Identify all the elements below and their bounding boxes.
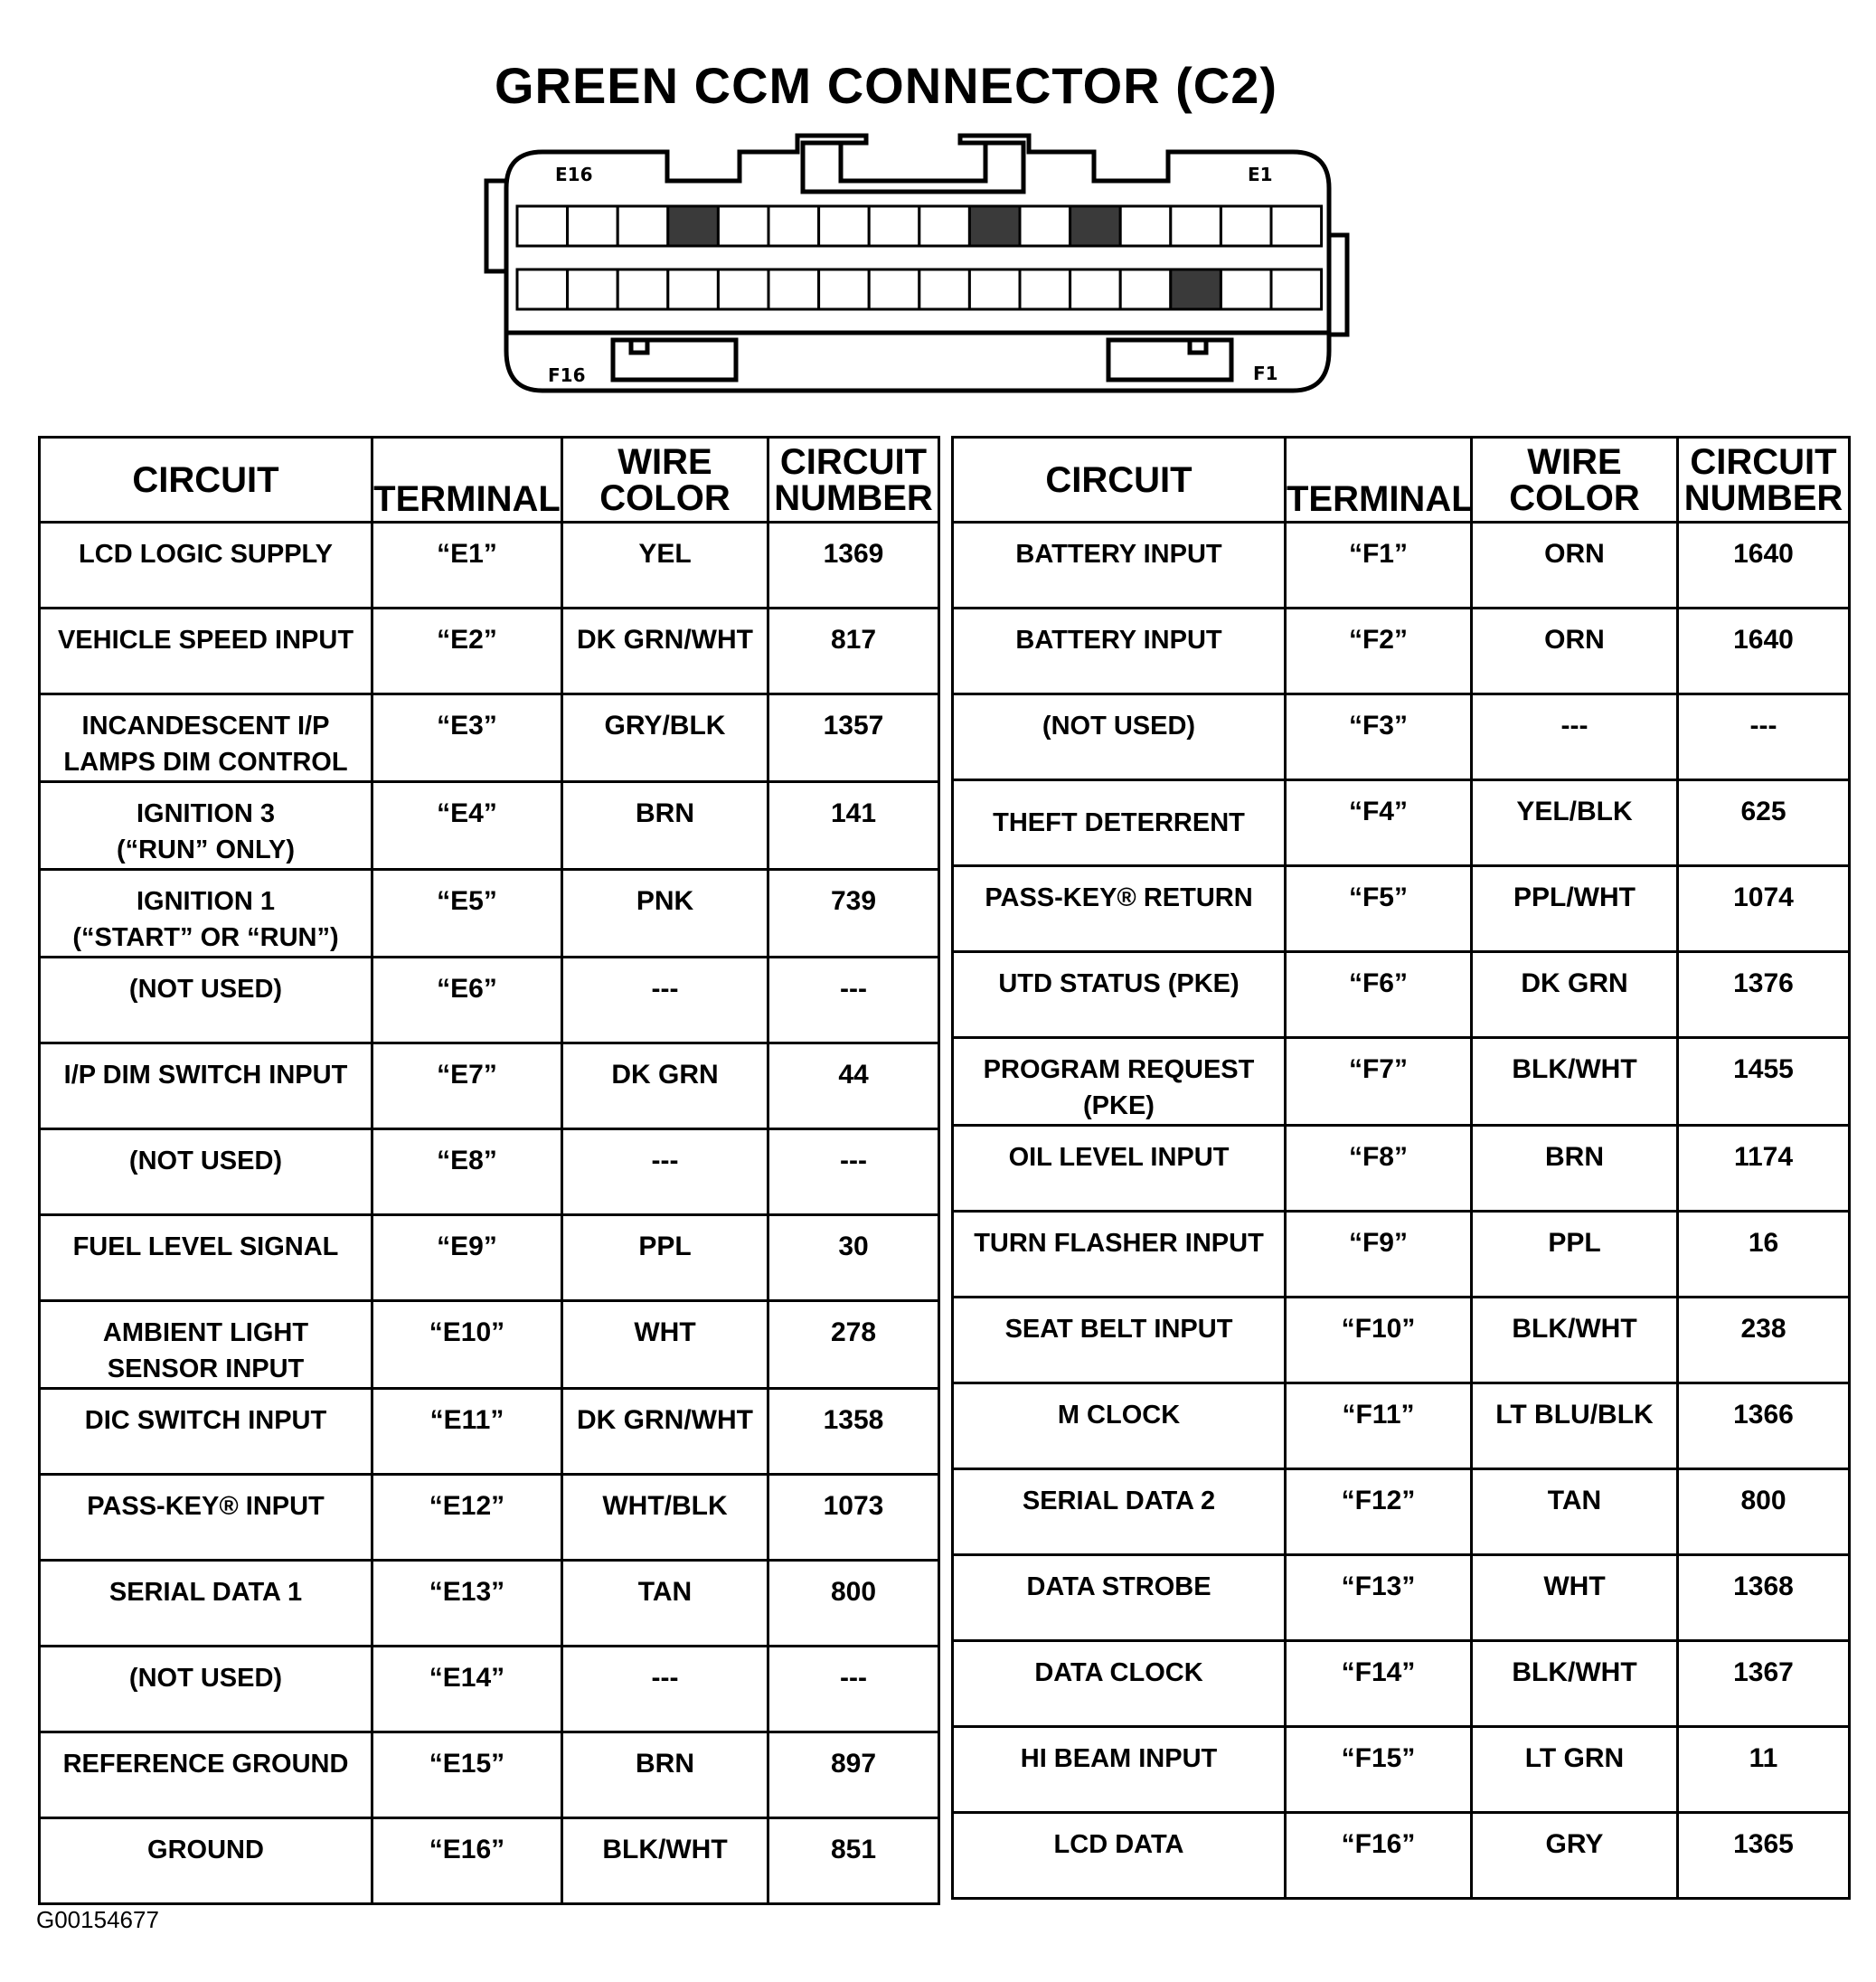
cell-circuit-number: 1357 [768, 694, 939, 782]
pin-f4 [1120, 269, 1171, 309]
header-circuit-number-line1: CIRCUIT [779, 441, 928, 482]
cell-terminal: “E4” [372, 782, 562, 870]
pin-row-f [517, 269, 1322, 309]
cell-circuit-number: 1365 [1678, 1813, 1850, 1899]
circuit-name-line: (“RUN” ONLY) [116, 835, 296, 864]
pinout-table-left [38, 436, 940, 1905]
cell-circuit [40, 1301, 372, 1389]
pin-e3 [1171, 206, 1221, 246]
cell-circuit-number: 1369 [768, 523, 939, 609]
cell-circuit-number: 1367 [1678, 1641, 1850, 1727]
cell-circuit [40, 1215, 372, 1301]
circuit-name-line: DIC SWITCH INPUT [84, 1406, 327, 1435]
cell-terminal: “E14” [372, 1647, 562, 1732]
pin-f16 [517, 269, 568, 309]
cell-circuit-number: 1376 [1678, 952, 1850, 1038]
cell-wire-color: WHT/BLK [562, 1475, 768, 1561]
pin-e11 [768, 206, 819, 246]
cell-wire-color: DK GRN/WHT [562, 609, 768, 694]
cell-circuit [953, 1555, 1286, 1641]
cell-circuit-number: --- [768, 1129, 939, 1215]
pin-e4 [1120, 206, 1171, 246]
circuit-name-line: LCD DATA [1053, 1830, 1184, 1859]
cell-terminal: “F3” [1286, 694, 1472, 780]
cell-terminal: “E6” [372, 958, 562, 1043]
header-wire-color-line1: WIRE [1527, 441, 1622, 482]
pin-f13 [668, 269, 719, 309]
pin-f8 [919, 269, 970, 309]
cell-circuit [953, 1212, 1286, 1298]
circuit-name-line: THEFT DETERRENT [993, 808, 1245, 837]
pin-e5 [1070, 206, 1121, 246]
circuit-name-line: HI BEAM INPUT [1020, 1744, 1218, 1773]
circuit-name-line: (“START” OR “RUN”) [72, 923, 339, 952]
header-circuit-number [1678, 438, 1850, 523]
cell-wire-color: BLK/WHT [1472, 1641, 1678, 1727]
cell-circuit [953, 1126, 1286, 1212]
table-row [40, 782, 939, 870]
cell-circuit-number: 739 [768, 870, 939, 958]
header-circuit: CIRCUIT [40, 438, 372, 523]
cell-circuit [953, 694, 1286, 780]
cell-wire-color: --- [562, 958, 768, 1043]
pin-e8 [919, 206, 970, 246]
table-row [953, 1126, 1850, 1212]
pin-f7 [969, 269, 1020, 309]
pin-f12 [718, 269, 768, 309]
table-row [953, 1555, 1850, 1641]
circuit-name-line: IGNITION 3 [136, 799, 276, 828]
cell-circuit-number: 30 [768, 1215, 939, 1301]
cell-circuit [953, 1727, 1286, 1813]
cell-circuit-number: 625 [1678, 780, 1850, 866]
cell-terminal: “E1” [372, 523, 562, 609]
label-e16: E16 [555, 164, 593, 185]
table-row [953, 1469, 1850, 1555]
table-row [40, 958, 939, 1043]
table-row [953, 609, 1850, 694]
cell-circuit [953, 523, 1286, 609]
pinout-table-right [951, 436, 1851, 1900]
circuit-name-line: INCANDESCENT I/P [81, 712, 330, 741]
cell-circuit-number: 11 [1678, 1727, 1850, 1813]
cell-circuit [953, 609, 1286, 694]
circuit-name-line: OIL LEVEL INPUT [1008, 1143, 1230, 1172]
cell-wire-color: WHT [562, 1301, 768, 1389]
cell-wire-color: BLK/WHT [1472, 1038, 1678, 1126]
figure-code: G00154677 [36, 1906, 159, 1933]
cell-circuit-number: 800 [768, 1561, 939, 1647]
cell-circuit-number: 44 [768, 1043, 939, 1129]
cell-circuit [953, 1813, 1286, 1899]
table-row [40, 523, 939, 609]
circuit-name-line: IGNITION 1 [136, 887, 276, 916]
cell-circuit [953, 1038, 1286, 1126]
cell-terminal: “E3” [372, 694, 562, 782]
circuit-name-line: SEAT BELT INPUT [1004, 1315, 1233, 1344]
circuit-name-line: TURN FLASHER INPUT [974, 1229, 1264, 1258]
table-row [40, 694, 939, 782]
cell-terminal: “E16” [372, 1818, 562, 1904]
cell-terminal: “E15” [372, 1732, 562, 1818]
cell-terminal: “F7” [1286, 1038, 1472, 1126]
cell-wire-color: DK GRN/WHT [562, 1389, 768, 1475]
table-row [953, 952, 1850, 1038]
cell-circuit-number: 1640 [1678, 609, 1850, 694]
cell-terminal: “E8” [372, 1129, 562, 1215]
cell-terminal: “F9” [1286, 1212, 1472, 1298]
pin-f10 [819, 269, 870, 309]
cell-circuit [953, 952, 1286, 1038]
cell-terminal: “F8” [1286, 1126, 1472, 1212]
table-row [953, 1727, 1850, 1813]
circuit-name-line: I/P DIM SWITCH INPUT [63, 1061, 348, 1090]
cell-terminal: “E7” [372, 1043, 562, 1129]
cell-terminal: “F5” [1286, 866, 1472, 952]
cell-wire-color: --- [1472, 694, 1678, 780]
cell-circuit-number: --- [768, 1647, 939, 1732]
table-row [953, 866, 1850, 952]
table-row [40, 1732, 939, 1818]
cell-circuit-number: 1174 [1678, 1126, 1850, 1212]
cell-circuit [40, 1561, 372, 1647]
cell-terminal: “E11” [372, 1389, 562, 1475]
circuit-name-line: LAMPS DIM CONTROL [63, 748, 348, 777]
circuit-name-line: UTD STATUS (PKE) [998, 969, 1240, 998]
circuit-name-line: DATA CLOCK [1034, 1658, 1203, 1687]
pin-f6 [1020, 269, 1070, 309]
table-row [953, 1383, 1850, 1469]
cell-terminal: “E13” [372, 1561, 562, 1647]
cell-wire-color: DK GRN [1472, 952, 1678, 1038]
cell-circuit [40, 1732, 372, 1818]
cell-wire-color: LT GRN [1472, 1727, 1678, 1813]
cell-wire-color: PPL/WHT [1472, 866, 1678, 952]
table-row [40, 870, 939, 958]
cell-terminal: “F15” [1286, 1727, 1472, 1813]
circuit-name-line: REFERENCE GROUND [62, 1750, 349, 1779]
cell-circuit-number: --- [768, 958, 939, 1043]
cell-wire-color: BLK/WHT [1472, 1298, 1678, 1383]
cell-circuit [40, 1389, 372, 1475]
cell-circuit-number: 800 [1678, 1469, 1850, 1555]
label-f16: F16 [548, 364, 586, 386]
cell-wire-color: ORN [1472, 523, 1678, 609]
cell-wire-color: --- [562, 1129, 768, 1215]
header-circuit-number [768, 438, 939, 523]
table-row [40, 1475, 939, 1561]
pin-f15 [568, 269, 618, 309]
header-wire-color-line2: COLOR [1509, 477, 1640, 518]
pin-e6 [1020, 206, 1070, 246]
label-f1: F1 [1253, 363, 1278, 384]
cell-wire-color: LT BLU/BLK [1472, 1383, 1678, 1469]
pin-e15 [568, 206, 618, 246]
cell-wire-color: GRY [1472, 1813, 1678, 1899]
pin-e12 [718, 206, 768, 246]
cell-wire-color: YEL/BLK [1472, 780, 1678, 866]
cell-terminal: “F6” [1286, 952, 1472, 1038]
cell-wire-color: PPL [562, 1215, 768, 1301]
cell-wire-color: TAN [562, 1561, 768, 1647]
cell-wire-color: --- [562, 1647, 768, 1732]
cell-circuit [40, 782, 372, 870]
circuit-name-line: M CLOCK [1057, 1401, 1181, 1430]
circuit-name-line: SENSOR INPUT [107, 1354, 305, 1383]
cell-circuit [40, 958, 372, 1043]
cell-terminal: “F13” [1286, 1555, 1472, 1641]
pin-f9 [869, 269, 919, 309]
cell-circuit [40, 1647, 372, 1732]
circuit-name-line: PASS-KEY® INPUT [87, 1492, 325, 1521]
cell-circuit [40, 1475, 372, 1561]
cell-circuit-number: 1455 [1678, 1038, 1850, 1126]
cell-terminal: “F16” [1286, 1813, 1472, 1899]
header-circuit-number-line2: NUMBER [1683, 477, 1843, 518]
table-row [40, 1043, 939, 1129]
cell-circuit [40, 609, 372, 694]
table-row [953, 1641, 1850, 1727]
cell-wire-color: TAN [1472, 1469, 1678, 1555]
cell-terminal: “F11” [1286, 1383, 1472, 1469]
table-row [40, 1818, 939, 1904]
cell-circuit [953, 1469, 1286, 1555]
cell-terminal: “E9” [372, 1215, 562, 1301]
header-wire-color [1472, 438, 1678, 523]
cell-circuit [40, 1129, 372, 1215]
pin-e7 [969, 206, 1020, 246]
table-row [40, 1647, 939, 1732]
pin-row-e [517, 206, 1322, 246]
cell-terminal: “F12” [1286, 1469, 1472, 1555]
cell-terminal: “F14” [1286, 1641, 1472, 1727]
circuit-name-line: PROGRAM REQUEST [983, 1055, 1255, 1084]
cell-wire-color: GRY/BLK [562, 694, 768, 782]
table-row [40, 1215, 939, 1301]
pin-e1 [1271, 206, 1322, 246]
table-row [40, 1301, 939, 1389]
cell-wire-color: WHT [1472, 1555, 1678, 1641]
circuit-name-line: FUEL LEVEL SIGNAL [72, 1232, 339, 1261]
cell-terminal: “E5” [372, 870, 562, 958]
cell-circuit-number: 1640 [1678, 523, 1850, 609]
cell-circuit-number: 851 [768, 1818, 939, 1904]
circuit-name-line: BATTERY INPUT [1015, 540, 1222, 569]
header-terminal: TERMINAL [1286, 438, 1472, 523]
cell-circuit-number: 817 [768, 609, 939, 694]
latch-right [1108, 340, 1231, 380]
header-wire-color-line1: WIRE [617, 441, 712, 482]
pin-e2 [1221, 206, 1271, 246]
cell-terminal: “F1” [1286, 523, 1472, 609]
cell-wire-color: YEL [562, 523, 768, 609]
header-circuit-number-line1: CIRCUIT [1690, 441, 1837, 482]
cell-circuit-number: 1073 [768, 1475, 939, 1561]
circuit-name-line: SERIAL DATA 1 [108, 1578, 303, 1607]
key-slot [841, 143, 985, 181]
latch-left-notch [631, 340, 647, 353]
cell-circuit-number: 16 [1678, 1212, 1850, 1298]
header-wire-color [562, 438, 768, 523]
table-header-row [953, 438, 1850, 523]
cell-terminal: “F4” [1286, 780, 1472, 866]
circuit-name-line: (NOT USED) [128, 1147, 283, 1175]
circuit-name-line: (PKE) [1083, 1091, 1155, 1120]
cell-terminal: “F10” [1286, 1298, 1472, 1383]
circuit-name-line: DATA STROBE [1026, 1572, 1211, 1601]
table-row [953, 1212, 1850, 1298]
cell-terminal: “E10” [372, 1301, 562, 1389]
table-row [953, 780, 1850, 866]
circuit-name-line: (NOT USED) [128, 975, 283, 1004]
circuit-name-line: GROUND [147, 1836, 264, 1864]
cell-circuit [953, 866, 1286, 952]
pin-e16 [517, 206, 568, 246]
cell-circuit-number: 1074 [1678, 866, 1850, 952]
table-row [40, 609, 939, 694]
right-side-tab [1329, 235, 1347, 335]
pin-e13 [668, 206, 719, 246]
cell-circuit [40, 1043, 372, 1129]
cell-wire-color: PPL [1472, 1212, 1678, 1298]
header-wire-color-line2: COLOR [599, 477, 731, 518]
cell-wire-color: BRN [562, 782, 768, 870]
pin-e9 [869, 206, 919, 246]
pin-f1 [1271, 269, 1322, 309]
pin-f2 [1221, 269, 1271, 309]
cell-circuit [953, 1298, 1286, 1383]
latch-right-notch [1190, 340, 1206, 353]
pin-f11 [768, 269, 819, 309]
cell-circuit-number: 1368 [1678, 1555, 1850, 1641]
cell-circuit-number: 238 [1678, 1298, 1850, 1383]
cell-circuit-number: --- [1678, 694, 1850, 780]
table-row [40, 1129, 939, 1215]
pin-e14 [617, 206, 668, 246]
diagram-title: GREEN CCM CONNECTOR (C2) [494, 57, 1278, 114]
circuit-name-line: (NOT USED) [128, 1664, 283, 1693]
table-row [953, 1038, 1850, 1126]
table-row [953, 1298, 1850, 1383]
cell-circuit [40, 1818, 372, 1904]
cell-wire-color: ORN [1472, 609, 1678, 694]
table-row [40, 1561, 939, 1647]
pin-e10 [819, 206, 870, 246]
cell-wire-color: DK GRN [562, 1043, 768, 1129]
cell-circuit-number: 141 [768, 782, 939, 870]
cell-circuit-number: 1358 [768, 1389, 939, 1475]
table-row [953, 523, 1850, 609]
circuit-name-line: AMBIENT LIGHT [102, 1318, 309, 1347]
pin-f14 [617, 269, 668, 309]
circuit-name-line: VEHICLE SPEED INPUT [57, 626, 354, 655]
header-circuit: CIRCUIT [953, 438, 1286, 523]
cell-wire-color: BLK/WHT [562, 1818, 768, 1904]
cell-wire-color: BRN [562, 1732, 768, 1818]
cell-circuit-number: 897 [768, 1732, 939, 1818]
circuit-name-line: (NOT USED) [1042, 712, 1196, 741]
cell-circuit [953, 1383, 1286, 1469]
pin-f5 [1070, 269, 1121, 309]
cell-circuit [953, 780, 1286, 866]
cell-circuit [40, 870, 372, 958]
cell-terminal: “E2” [372, 609, 562, 694]
table-row [40, 1389, 939, 1475]
cell-circuit-number: 278 [768, 1301, 939, 1389]
circuit-name-line: PASS-KEY® RETURN [985, 883, 1253, 912]
connector-diagram [470, 127, 1356, 407]
circuit-name-line: LCD LOGIC SUPPLY [79, 540, 333, 569]
header-circuit-number-line2: NUMBER [774, 477, 933, 518]
cell-circuit-number: 1366 [1678, 1383, 1850, 1469]
table-row [953, 1813, 1850, 1899]
cell-circuit [953, 1641, 1286, 1727]
table-row [953, 694, 1850, 780]
label-e1: E1 [1248, 164, 1273, 185]
cell-wire-color: PNK [562, 870, 768, 958]
cell-terminal: “E12” [372, 1475, 562, 1561]
pin-f3 [1171, 269, 1221, 309]
table-header-row [40, 438, 939, 523]
circuit-name-line: BATTERY INPUT [1015, 626, 1222, 655]
circuit-name-line: SERIAL DATA 2 [1022, 1486, 1216, 1515]
cell-terminal: “F2” [1286, 609, 1472, 694]
header-terminal: TERMINAL [372, 438, 562, 523]
cell-circuit [40, 694, 372, 782]
cell-wire-color: BRN [1472, 1126, 1678, 1212]
cell-circuit [40, 523, 372, 609]
